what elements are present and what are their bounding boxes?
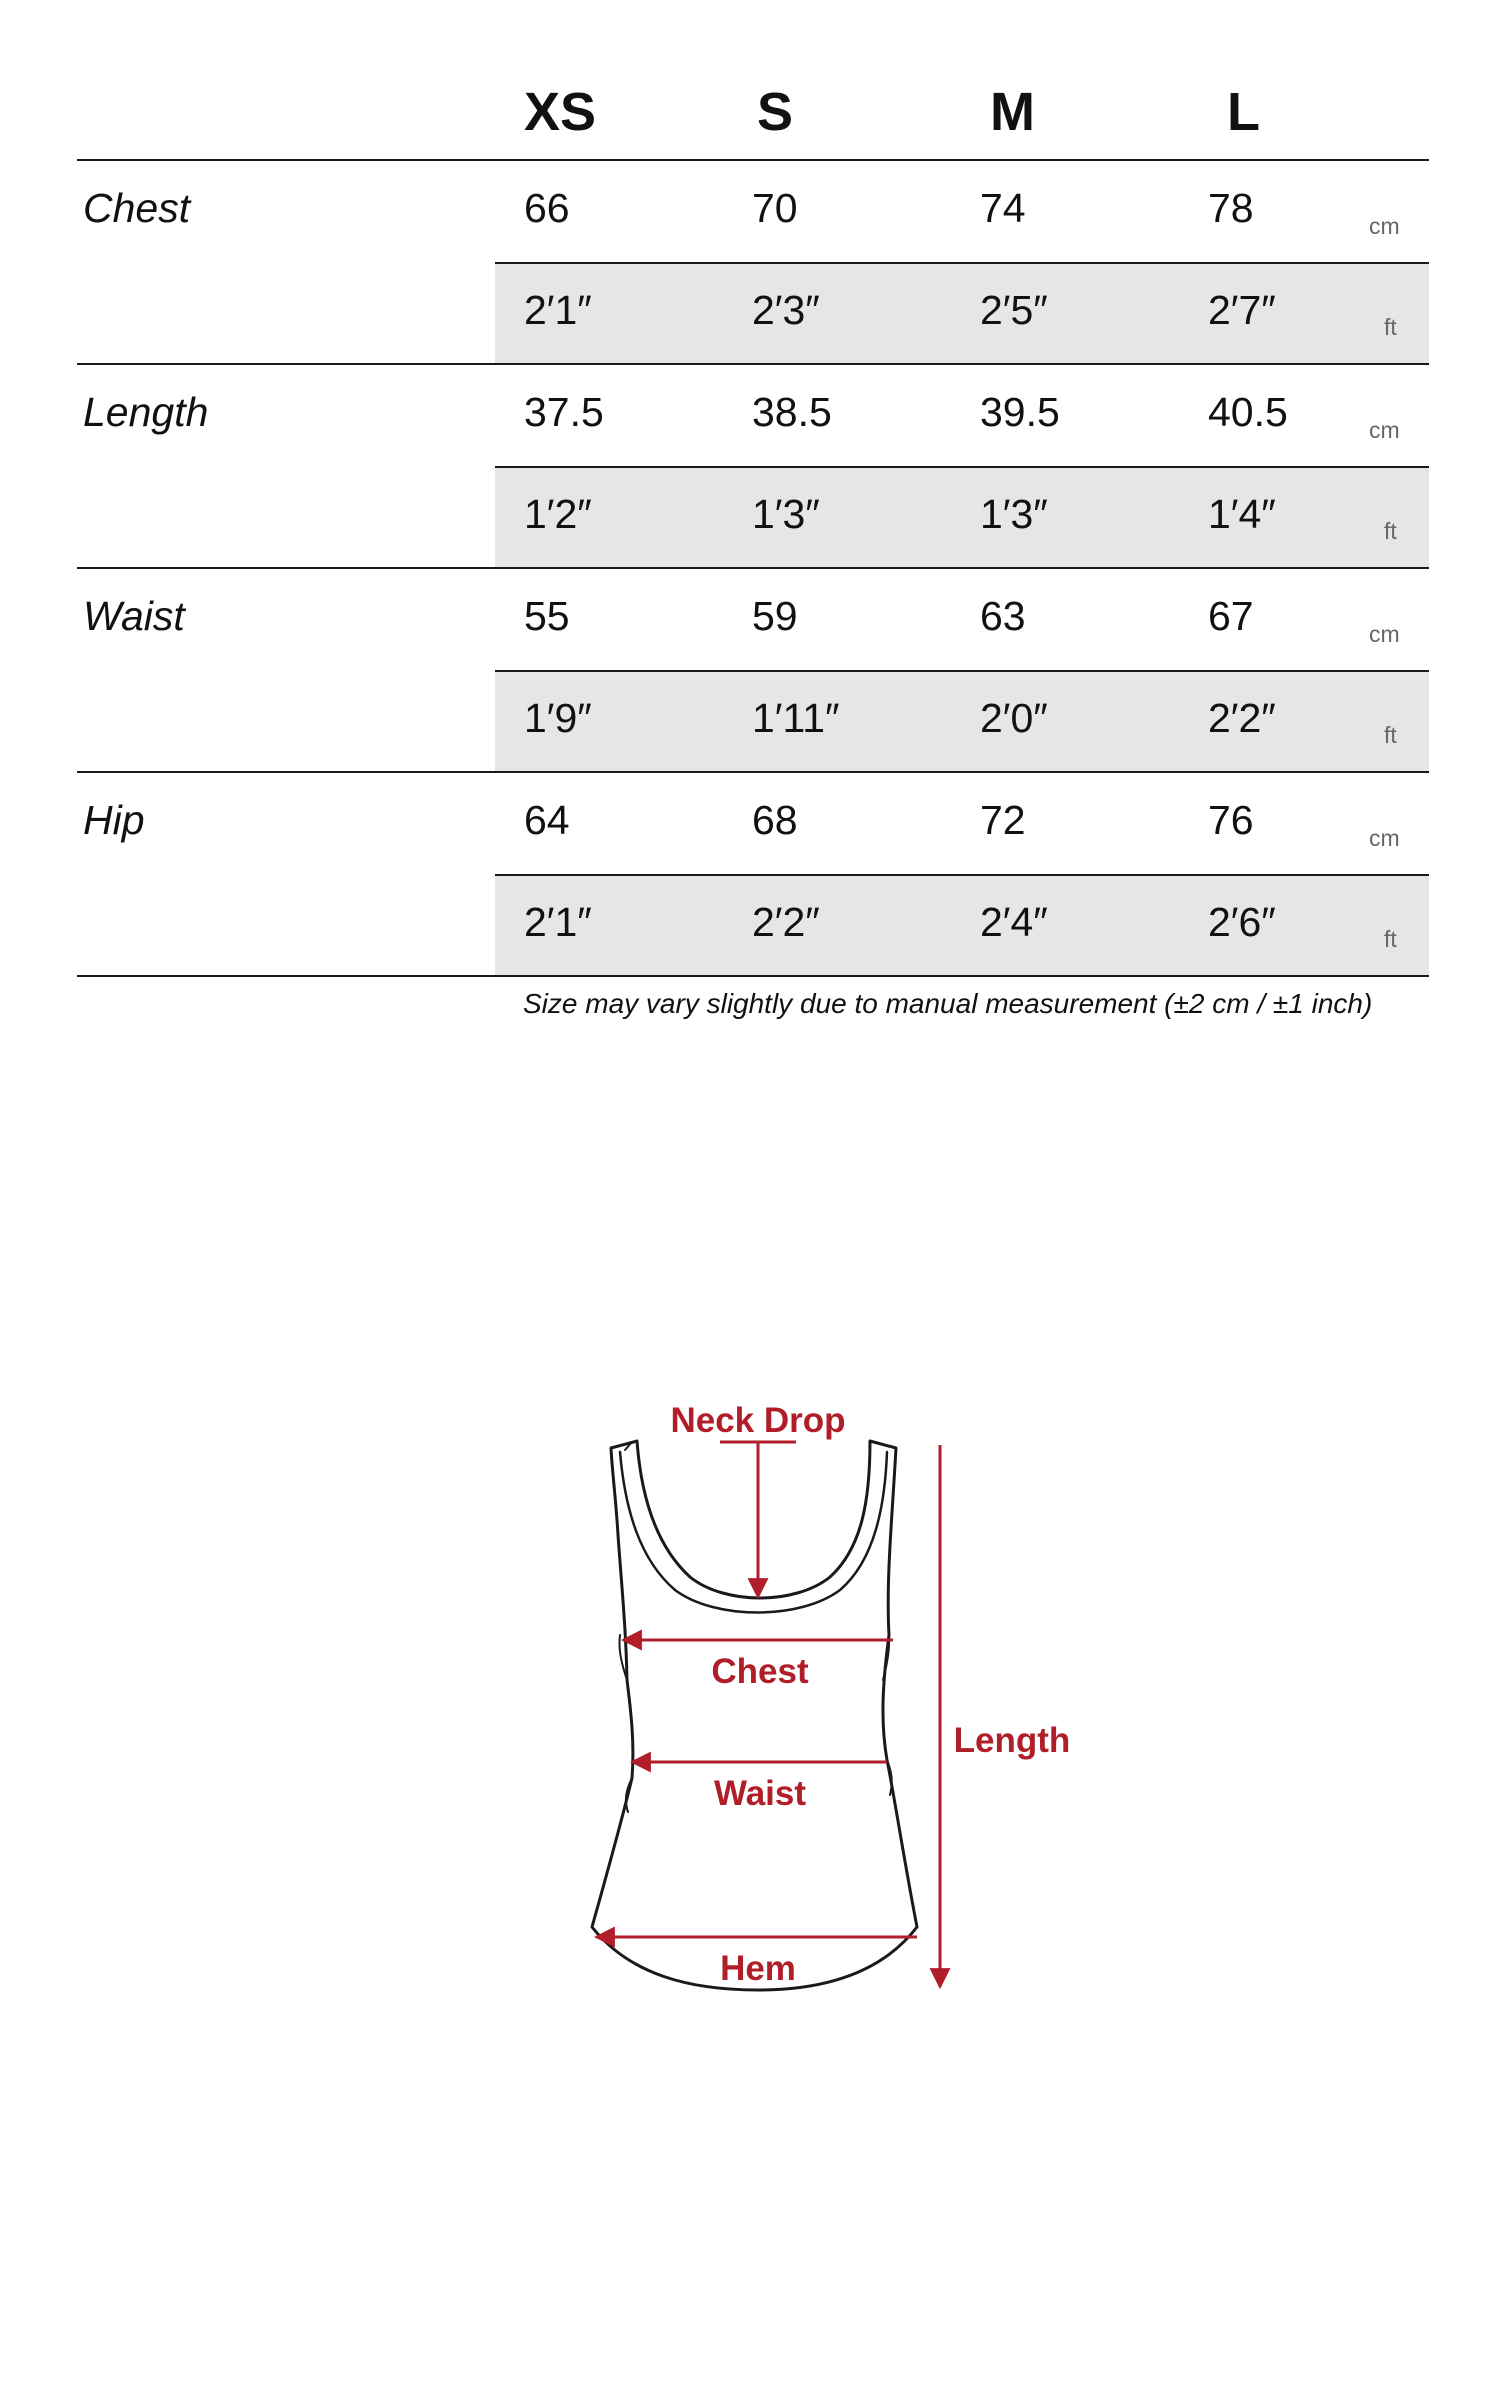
cm-value-s: 38.5 — [752, 389, 832, 435]
ft-unit: ft — [1384, 926, 1397, 952]
ft-unit: ft — [1384, 518, 1397, 544]
cm-value-xs: 64 — [524, 797, 570, 843]
cm-row — [77, 365, 1429, 466]
length-label: Length — [953, 1721, 1071, 1760]
ft-value-l: 2′6″ — [1208, 899, 1276, 945]
size-header-row — [77, 55, 1429, 161]
ft-row — [495, 874, 1429, 975]
ft-value-l: 2′2″ — [1208, 695, 1276, 741]
ft-unit: ft — [1384, 722, 1397, 748]
ft-row — [495, 262, 1429, 363]
ft-value-m: 1′3″ — [980, 491, 1048, 537]
ft-row — [495, 466, 1429, 567]
size-header-l: L — [1227, 82, 1260, 142]
tank-top-outline-icon — [592, 1441, 917, 1990]
cm-unit: cm — [1369, 417, 1400, 443]
measurement-label: Hip — [83, 797, 145, 843]
measurement-arrows — [596, 1442, 940, 1987]
size-header-s: S — [757, 82, 794, 142]
ft-value-s: 1′11″ — [752, 695, 840, 741]
size-header-xs: XS — [524, 82, 597, 142]
waist-label: Waist — [713, 1774, 807, 1813]
measurement-disclaimer: Size may vary slightly due to manual measurement (±2 cm / ±1 inch) — [523, 988, 1373, 1019]
measurement-chest — [77, 161, 1429, 365]
measurement-label: Waist — [83, 593, 185, 639]
ft-unit: ft — [1384, 314, 1397, 340]
ft-value-xs: 1′2″ — [524, 491, 592, 537]
ft-value-s: 2′3″ — [752, 287, 820, 333]
cm-value-m: 72 — [980, 797, 1026, 843]
cm-value-s: 59 — [752, 593, 798, 639]
tank-top-measurement-diagram — [0, 1360, 1500, 2020]
measurement-length — [77, 365, 1429, 569]
cm-value-l: 40.5 — [1208, 389, 1288, 435]
cm-value-m: 74 — [980, 185, 1026, 231]
cm-value-m: 39.5 — [980, 389, 1060, 435]
cm-value-l: 76 — [1208, 797, 1254, 843]
ft-value-l: 1′4″ — [1208, 491, 1276, 537]
cm-unit: cm — [1369, 213, 1400, 239]
ft-value-l: 2′7″ — [1208, 287, 1276, 333]
size-chart-table — [77, 55, 1429, 977]
measurement-label: Chest — [83, 185, 191, 231]
cm-row — [77, 773, 1429, 874]
ft-row — [495, 670, 1429, 771]
cm-value-xs: 37.5 — [524, 389, 604, 435]
ft-value-xs: 1′9″ — [524, 695, 592, 741]
cm-unit: cm — [1369, 621, 1400, 647]
ft-value-m: 2′4″ — [980, 899, 1048, 945]
ft-value-xs: 2′1″ — [524, 899, 592, 945]
ft-value-s: 1′3″ — [752, 491, 820, 537]
neck-drop-label: Neck Drop — [670, 1401, 846, 1440]
cm-value-xs: 66 — [524, 185, 570, 231]
cm-value-l: 67 — [1208, 593, 1254, 639]
ft-value-xs: 2′1″ — [524, 287, 592, 333]
cm-value-m: 63 — [980, 593, 1026, 639]
cm-value-s: 70 — [752, 185, 798, 231]
measurement-hip — [77, 773, 1429, 977]
cm-value-l: 78 — [1208, 185, 1254, 231]
cm-value-xs: 55 — [524, 593, 570, 639]
measurement-waist — [77, 569, 1429, 773]
ft-value-m: 2′0″ — [980, 695, 1048, 741]
cm-unit: cm — [1369, 825, 1400, 851]
hem-label: Hem — [720, 1949, 796, 1988]
cm-value-s: 68 — [752, 797, 798, 843]
ft-value-m: 2′5″ — [980, 287, 1048, 333]
cm-row — [77, 161, 1429, 262]
cm-row — [77, 569, 1429, 670]
size-header-m: M — [990, 82, 1035, 142]
chest-label: Chest — [711, 1652, 809, 1691]
ft-value-s: 2′2″ — [752, 899, 820, 945]
measurement-label: Length — [83, 389, 209, 435]
